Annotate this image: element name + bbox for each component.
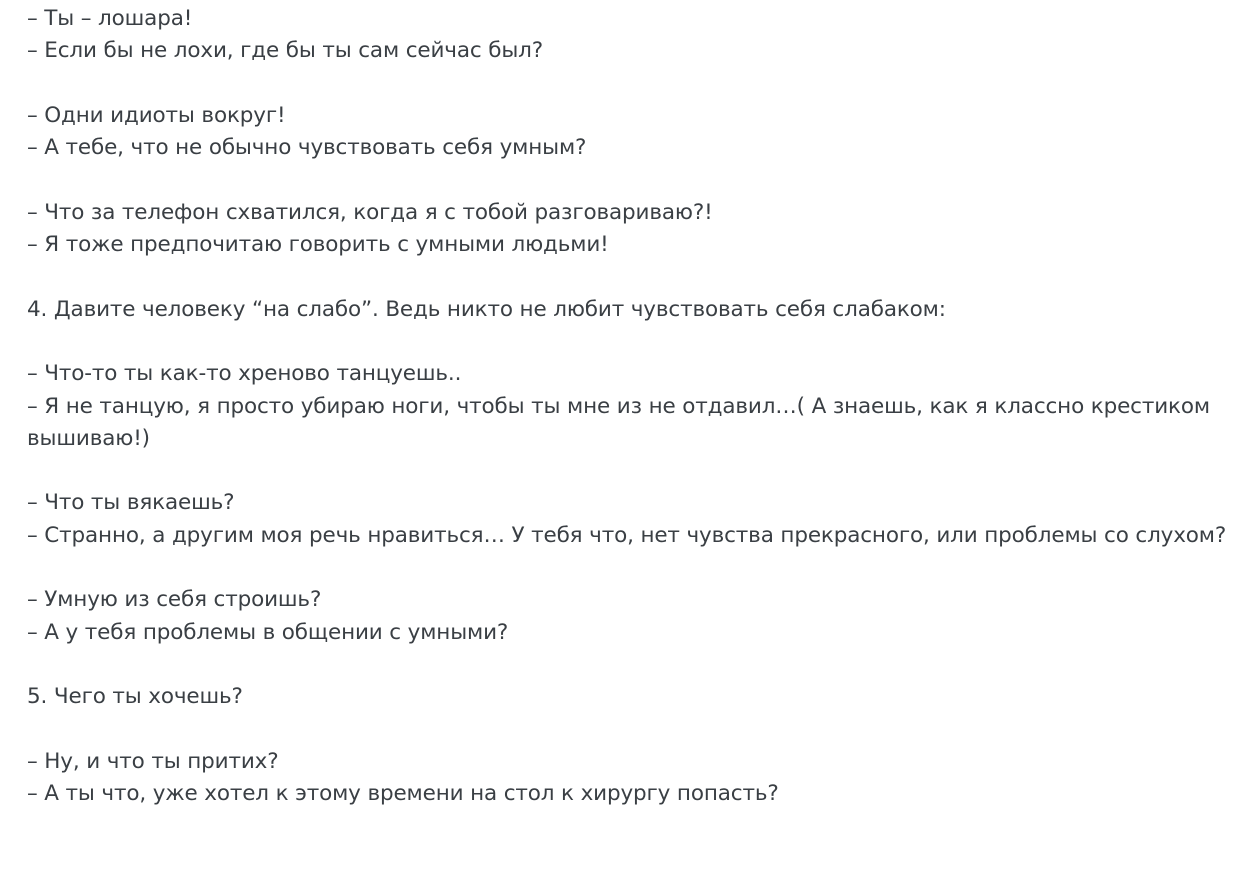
numbered-heading	[27, 681, 1227, 713]
text-line: – Что за телефон схватился, когда я с тобой разговариваю?!	[27, 199, 713, 225]
text-line: – А ты что, уже хотел к этому времени на стол к хирургу попасть?	[27, 781, 779, 807]
text-line: – Я тоже предпочитаю говорить с умными людьми!	[27, 232, 609, 258]
text-line: – Что-то ты как-то хреново танцуешь..	[27, 361, 462, 387]
text-line: – А у тебя проблемы в общении с умными?	[27, 619, 509, 645]
text-line: – Ты – лошара!	[27, 6, 193, 31]
text-line: – Ну, и что ты притих?	[27, 748, 279, 774]
dialogue-paragraph	[27, 197, 1227, 262]
text-line: – Странно, а другим моя речь нравиться… У тебя что, нет чувства прекрасного, или проблемы со слухом?	[27, 522, 1227, 548]
text-line: – Умную из себя строишь?	[27, 587, 322, 613]
article-body	[27, 3, 1227, 843]
dialogue-paragraph	[27, 746, 1227, 811]
text-line: 4. Давите человеку “на слабо”. Ведь никто не любит чувствовать себя слабаком:	[27, 296, 946, 322]
dialogue-paragraph	[27, 3, 1227, 68]
dialogue-paragraph	[27, 487, 1227, 552]
text-line: – А тебе, что не обычно чувствовать себя умным?	[27, 135, 587, 161]
text-line: – Что ты вякаешь?	[27, 490, 235, 516]
text-line: – Я не танцую, я просто убираю ноги, чтобы ты мне из не отдавил…( А знаешь, как я классно крестиком вышиваю!)	[27, 393, 1210, 451]
text-line: 5. Чего ты хочешь?	[27, 684, 243, 710]
dialogue-paragraph	[27, 100, 1227, 165]
text-line: – Одни идиоты вокруг!	[27, 102, 286, 128]
dialogue-paragraph	[27, 358, 1227, 455]
text-line: – Если бы не лохи, где бы ты сам сейчас был?	[27, 38, 544, 64]
numbered-heading	[27, 294, 1227, 326]
dialogue-paragraph	[27, 584, 1227, 649]
